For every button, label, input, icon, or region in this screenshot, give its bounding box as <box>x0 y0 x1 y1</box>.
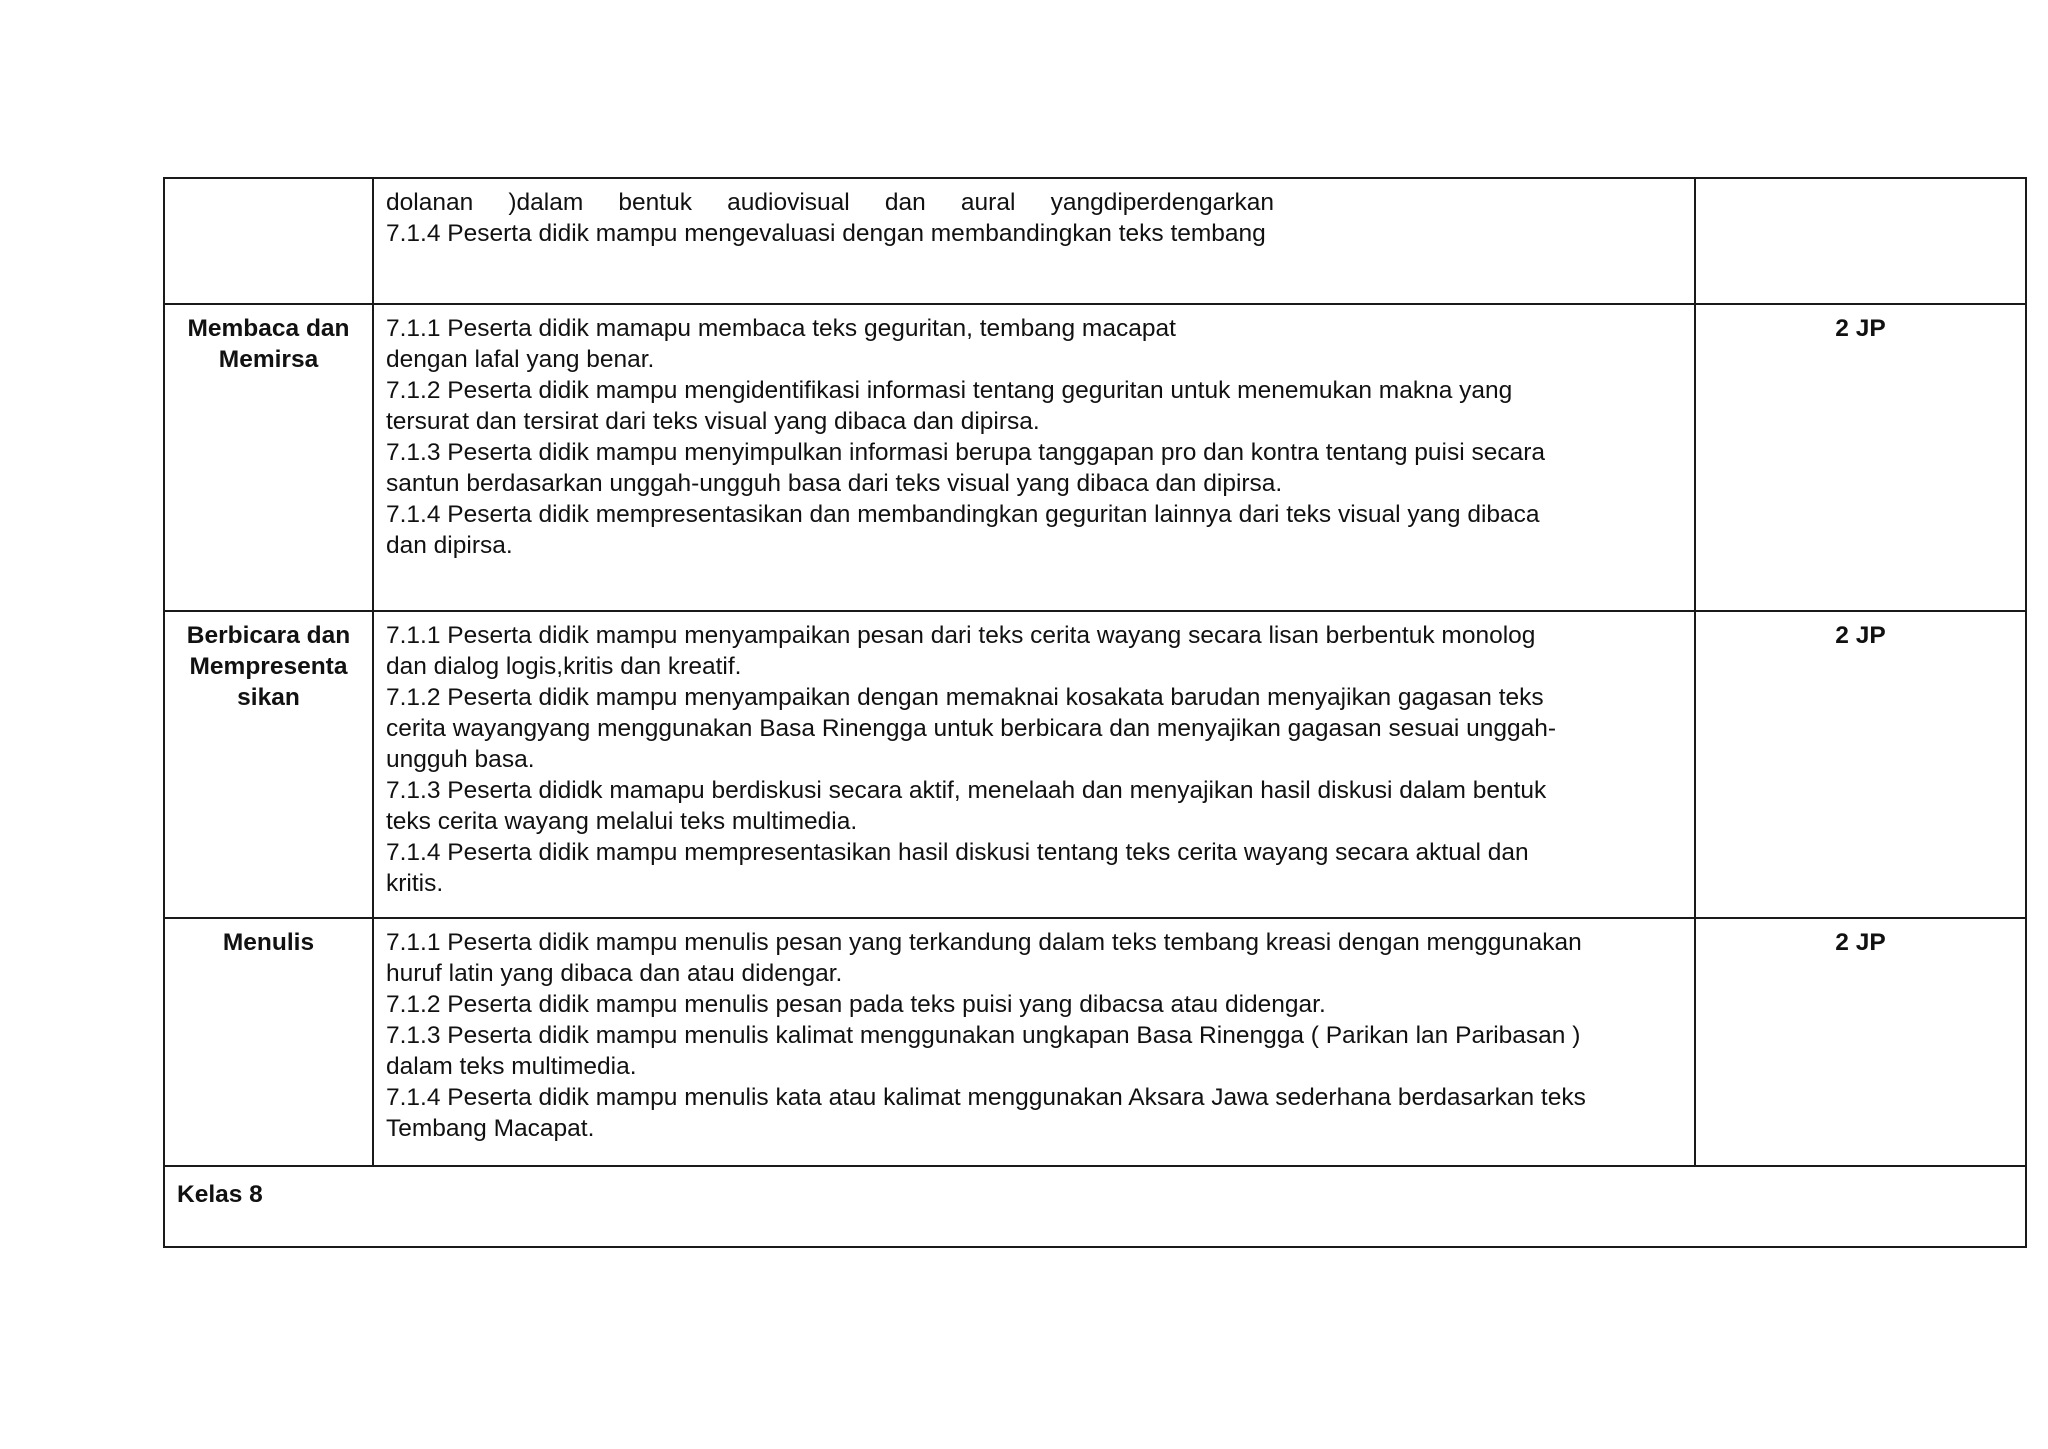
indicator-line: huruf latin yang dibaca dan atau didengar. <box>386 960 843 987</box>
indicator-line <box>386 187 1274 218</box>
indicator-line: 7.1.1 Peserta didik mampu menulis pesan yang terkandung dalam teks tembang kreasi dengan menggunakan <box>386 929 1582 956</box>
skill-line: sikan <box>237 684 300 711</box>
indicator-line: kritis. <box>386 870 444 897</box>
table-row <box>164 918 2026 1166</box>
indicator-line: cerita wayangyang menggunakan Basa Rinengga untuk berbicara dan menyajikan gagasan sesuai unggah- <box>386 715 1556 742</box>
indicator-line: 7.1.3 Peserta dididk mamapu berdiskusi secara aktif, menelaah dan menyajikan hasil diskusi dalam bentuk <box>386 777 1547 804</box>
indicator-line: 7.1.2 Peserta didik mampu mengidentifikasi informasi tentang geguritan untuk menemukan makna yang <box>386 377 1513 404</box>
jp-cell: 2 JP <box>1695 611 2026 918</box>
skill-cell <box>164 611 373 918</box>
indicator-line: 7.1.4 Peserta didik mempresentasikan dan membandingkan geguritan lainnya dari teks visual yang dibaca <box>386 501 1540 528</box>
skill-cell <box>164 178 373 304</box>
indicator-cell <box>373 918 1695 1166</box>
indicator-line: 7.1.1 Peserta didik mamapu membaca teks geguritan, tembang macapat <box>386 315 1176 342</box>
jp-cell <box>1695 178 2026 304</box>
indicator-line: dengan lafal yang benar. <box>386 346 655 373</box>
table-row <box>164 1166 2026 1247</box>
indicator-line: 7.1.3 Peserta didik mampu menyimpulkan informasi berupa tanggapan pro dan kontra tentang puisi secara <box>386 439 1545 466</box>
indicator-cell <box>373 178 1695 304</box>
indicator-word: )dalam <box>508 189 584 216</box>
indicator-word: dolanan <box>386 189 474 216</box>
indicator-word: dan <box>884 189 926 216</box>
indicator-line: teks cerita wayang melalui teks multimedia. <box>386 808 858 835</box>
jp-cell: 2 JP <box>1695 918 2026 1166</box>
indicator-line: 7.1.3 Peserta didik mampu menulis kalimat menggunakan ungkapan Basa Rinengga ( Parikan lan Paribasan ) <box>386 1022 1581 1049</box>
class-heading: Kelas 8 <box>164 1166 2026 1247</box>
indicator-word: yangdiperdengarkan <box>1050 189 1274 216</box>
indicator-line: Tembang Macapat. <box>386 1115 595 1142</box>
skill-cell: Menulis <box>164 918 373 1166</box>
indicator-line: 7.1.2 Peserta didik mampu menulis pesan pada teks puisi yang dibacsa atau didengar. <box>386 991 1326 1018</box>
indicator-line: santun berdasarkan unggah-ungguh basa dari teks visual yang dibaca dan dipirsa. <box>386 470 1283 497</box>
indicator-cell <box>373 304 1695 611</box>
skill-line: Berbicara dan <box>186 622 351 649</box>
skill-cell: Membaca dan Memirsa <box>164 304 373 611</box>
indicator-line: ungguh basa. <box>386 746 535 773</box>
indicator-word: aural <box>960 189 1016 216</box>
curriculum-table <box>163 177 2027 1248</box>
indicator-line: dan dialog logis,kritis dan kreatif. <box>386 653 742 680</box>
table-row <box>164 304 2026 611</box>
indicator-line: dan dipirsa. <box>386 532 513 559</box>
indicator-line: 7.1.4 Peserta didik mampu menulis kata atau kalimat menggunakan Aksara Jawa sederhana berdasarkan teks <box>386 1084 1586 1111</box>
indicator-line: 7.1.2 Peserta didik mampu menyampaikan dengan memaknai kosakata barudan menyajikan gagasan teks <box>386 684 1544 711</box>
indicator-line: 7.1.1 Peserta didik mampu menyampaikan pesan dari teks cerita wayang secara lisan berbentuk monolog <box>386 622 1536 649</box>
indicator-cell <box>373 611 1695 918</box>
skill-line: Mempresenta <box>189 653 348 680</box>
table-row <box>164 611 2026 918</box>
jp-cell: 2 JP <box>1695 304 2026 611</box>
indicator-line: 7.1.4 Peserta didik mampu mengevaluasi dengan membandingkan teks tembang <box>386 220 1266 247</box>
table-row <box>164 178 2026 304</box>
indicator-line: dalam teks multimedia. <box>386 1053 637 1080</box>
indicator-line: tersurat dan tersirat dari teks visual yang dibaca dan dipirsa. <box>386 408 1040 435</box>
indicator-word: bentuk <box>618 189 692 216</box>
indicator-word: audiovisual <box>727 189 850 216</box>
indicator-line: 7.1.4 Peserta didik mampu mempresentasikan hasil diskusi tentang teks cerita wayang secara aktual dan <box>386 839 1529 866</box>
